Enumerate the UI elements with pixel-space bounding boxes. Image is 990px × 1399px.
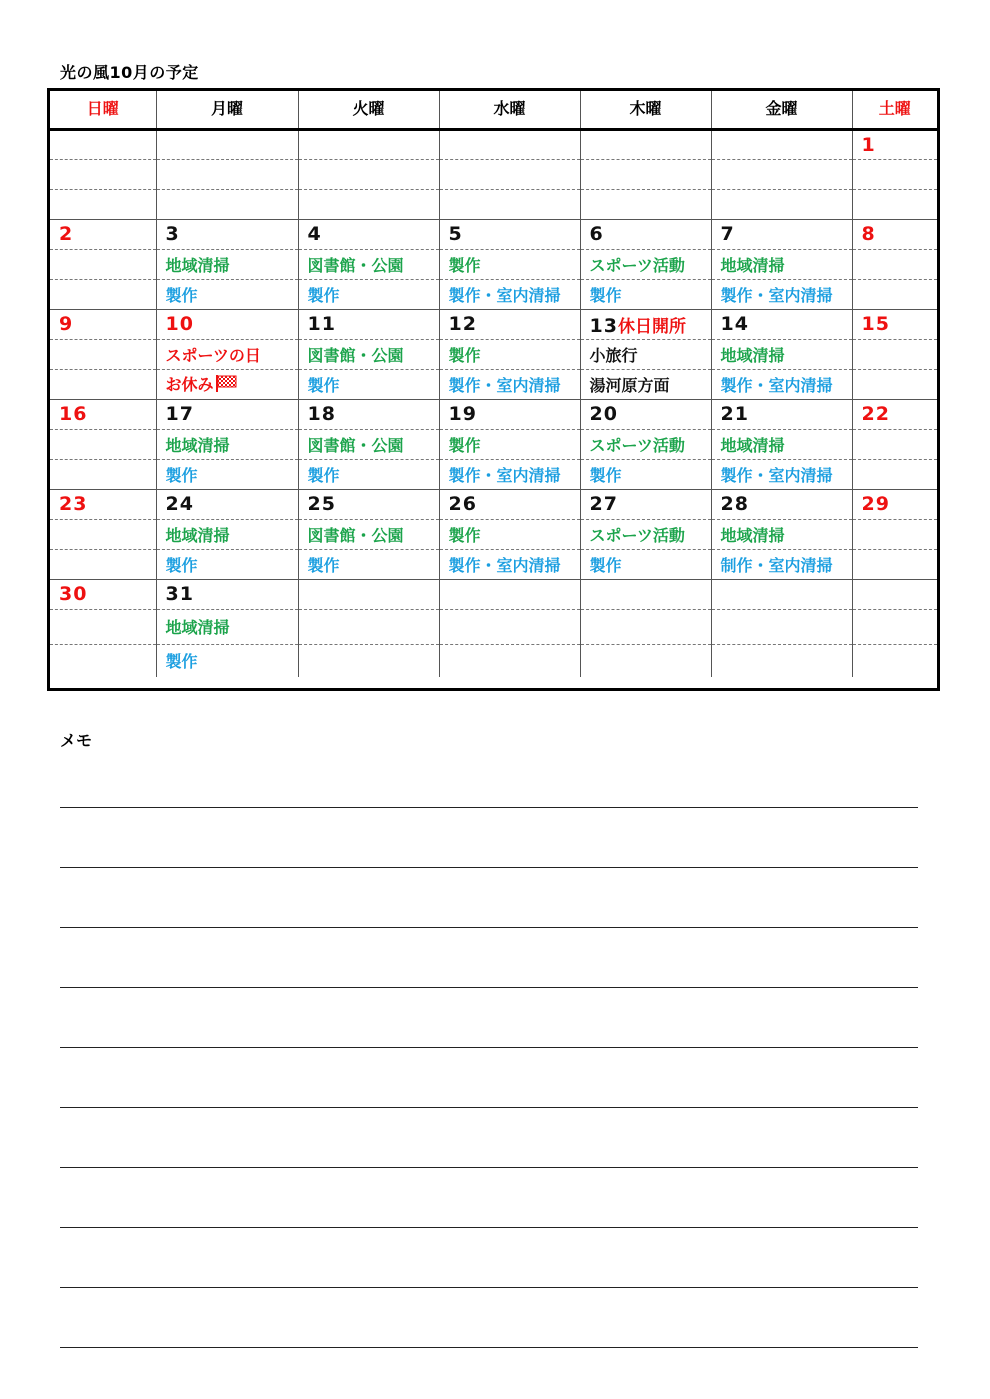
day-cell-event (580, 644, 711, 677)
day-cell-date (50, 309, 156, 339)
event-primary: 製作 (448, 525, 481, 545)
day-cell-event (50, 519, 156, 549)
date-number: 18 (307, 403, 336, 425)
day-cell-event (439, 279, 580, 309)
day-cell-date (156, 309, 298, 339)
event-primary: 地域清掃 (720, 525, 785, 545)
date-number: 25 (307, 493, 336, 515)
day-cell-event (711, 249, 852, 279)
day-cell-event (852, 549, 937, 579)
weekday-monday: 月曜 (156, 91, 298, 129)
week-date-row (50, 129, 937, 159)
event-secondary: 製作・室内清掃 (448, 465, 561, 485)
day-cell-event (439, 159, 580, 189)
day-cell-event (711, 159, 852, 189)
memo-ruled-line (60, 987, 918, 988)
day-cell-event (156, 459, 298, 489)
memo-ruled-line (60, 807, 918, 808)
week-event-row (50, 429, 937, 459)
day-cell-event (580, 159, 711, 189)
event-secondary: 製作 (165, 285, 198, 305)
day-cell-event (50, 189, 156, 219)
day-cell-event (50, 369, 156, 399)
event-primary: 地域清掃 (165, 618, 230, 637)
day-cell-date (580, 489, 711, 519)
day-cell-date (580, 309, 711, 339)
day-cell-event (50, 549, 156, 579)
event-secondary: 製作・室内清掃 (720, 375, 833, 395)
day-cell-event (439, 519, 580, 549)
day-cell-event (852, 339, 937, 369)
event-primary: 図書館・公園 (307, 255, 404, 275)
event-secondary: 製作 (165, 652, 198, 672)
day-cell-date (711, 489, 852, 519)
date-number: 4 (307, 223, 322, 245)
day-cell-event (298, 549, 439, 579)
day-cell-event (711, 279, 852, 309)
day-cell-event (439, 339, 580, 369)
week-date-row (50, 219, 937, 249)
day-cell-event (711, 644, 852, 677)
event-secondary: 製作・室内清掃 (448, 375, 561, 395)
memo-ruled-line (60, 1107, 918, 1108)
day-cell-date (156, 219, 298, 249)
day-cell-event (50, 249, 156, 279)
day-cell-date (711, 579, 852, 609)
day-cell-date (50, 129, 156, 159)
day-cell-event (50, 609, 156, 644)
date-number: 3 (165, 223, 180, 245)
event-secondary: 製作 (307, 285, 340, 305)
day-cell-event (298, 249, 439, 279)
event-secondary: 製作・室内清掃 (448, 285, 561, 305)
day-cell-date (439, 129, 580, 159)
week-event-row (50, 279, 937, 309)
date-number: 2 (59, 223, 74, 245)
week-date-row (50, 309, 937, 339)
date-number: 8 (861, 223, 876, 245)
day-cell-date (852, 309, 937, 339)
day-cell-date (852, 489, 937, 519)
date-number: 15 (861, 313, 890, 335)
day-cell-event (298, 429, 439, 459)
day-cell-event (298, 339, 439, 369)
day-cell-event (50, 339, 156, 369)
week-event-row (50, 549, 937, 579)
week-event-row (50, 369, 937, 399)
day-cell-event (580, 549, 711, 579)
week-event-row (50, 609, 937, 644)
day-cell-event (852, 159, 937, 189)
day-cell-event (852, 519, 937, 549)
date-number: 5 (448, 223, 463, 245)
day-cell-event (298, 159, 439, 189)
event-primary: 製作 (448, 435, 481, 455)
event-secondary: 製作・室内清掃 (448, 555, 561, 575)
day-cell-event (852, 369, 937, 399)
memo-ruled-line (60, 1167, 918, 1168)
day-cell-date (852, 579, 937, 609)
event-primary: 地域清掃 (720, 345, 785, 365)
date-number: 14 (720, 313, 749, 335)
day-cell-event (156, 279, 298, 309)
date-number: 9 (59, 313, 74, 335)
day-cell-date (50, 489, 156, 519)
day-cell-event (580, 369, 711, 399)
day-cell-event (439, 189, 580, 219)
day-cell-date (298, 129, 439, 159)
day-cell-date (711, 309, 852, 339)
date-number: 26 (448, 493, 477, 515)
day-cell-event (711, 369, 852, 399)
event-secondary: 製作 (307, 555, 340, 575)
day-cell-date (298, 219, 439, 249)
day-cell-date (298, 399, 439, 429)
date-number: 31 (165, 583, 194, 605)
date-number: 21 (720, 403, 749, 425)
day-cell-date (439, 399, 580, 429)
day-cell-event (439, 249, 580, 279)
event-secondary: 製作 (165, 465, 198, 485)
day-cell-event (298, 609, 439, 644)
week-event-row (50, 339, 937, 369)
event-primary: 地域清掃 (720, 435, 785, 455)
week-event-row (50, 519, 937, 549)
event-primary: 製作 (448, 345, 481, 365)
day-cell-event (439, 459, 580, 489)
event-secondary: 製作・室内清掃 (720, 465, 833, 485)
day-cell-date (580, 219, 711, 249)
day-cell-event (711, 429, 852, 459)
calendar-grid (50, 91, 937, 677)
memo-ruled-line (60, 1227, 918, 1228)
week-event-row (50, 459, 937, 489)
day-cell-event (852, 609, 937, 644)
date-number: 30 (59, 583, 88, 605)
event-secondary: 湯河原方面 (589, 375, 670, 395)
event-secondary: お休み (165, 375, 214, 394)
day-cell-date (852, 129, 937, 159)
day-cell-event (711, 339, 852, 369)
week-date-row (50, 579, 937, 609)
day-cell-event (50, 644, 156, 677)
date-note: 休日開所 (617, 316, 686, 337)
day-cell-event (852, 249, 937, 279)
day-cell-event (439, 429, 580, 459)
event-primary: 製作 (448, 255, 481, 275)
event-primary: 地域清掃 (165, 435, 230, 455)
event-secondary: 製作 (589, 465, 622, 485)
day-cell-event (156, 249, 298, 279)
date-number: 19 (448, 403, 477, 425)
day-cell-date (156, 489, 298, 519)
event-secondary: 制作・室内清掃 (720, 555, 833, 575)
day-cell-event (156, 339, 298, 369)
day-cell-event (580, 429, 711, 459)
week-date-row (50, 489, 937, 519)
day-cell-date (852, 399, 937, 429)
day-cell-event (156, 369, 298, 399)
day-cell-event (298, 519, 439, 549)
memo-label: メモ (60, 731, 93, 750)
day-cell-event (711, 459, 852, 489)
memo-ruled-line (60, 1287, 918, 1288)
date-number: 29 (861, 493, 890, 515)
date-number: 17 (165, 403, 194, 425)
day-cell-event (298, 369, 439, 399)
event-secondary: 製作 (589, 285, 622, 305)
event-primary: 地域清掃 (165, 525, 230, 545)
weekday-header-row (50, 91, 937, 129)
day-cell-event (50, 279, 156, 309)
day-cell-event (580, 459, 711, 489)
day-cell-event (852, 644, 937, 677)
day-cell-event (156, 549, 298, 579)
event-primary: スポーツ活動 (589, 525, 685, 545)
day-cell-event (156, 189, 298, 219)
event-secondary: 製作・室内清掃 (720, 285, 833, 305)
event-primary: 地域清掃 (165, 255, 230, 275)
day-cell-event (439, 609, 580, 644)
day-cell-date (156, 579, 298, 609)
event-primary: 地域清掃 (720, 255, 785, 275)
date-number: 11 (307, 313, 336, 335)
day-cell-event (711, 609, 852, 644)
day-cell-date (439, 579, 580, 609)
event-primary: 図書館・公園 (307, 525, 404, 545)
weekday-thursday: 木曜 (580, 91, 711, 129)
day-cell-date (580, 399, 711, 429)
day-cell-date (298, 309, 439, 339)
week-event-row (50, 249, 937, 279)
day-cell-event (580, 279, 711, 309)
date-number: 28 (720, 493, 749, 515)
checkered-flag-icon (215, 374, 237, 396)
weekday-sunday: 日曜 (50, 91, 156, 129)
day-cell-date (156, 399, 298, 429)
event-primary: スポーツ活動 (589, 435, 685, 455)
monthly-calendar (47, 88, 940, 691)
day-cell-event (711, 519, 852, 549)
day-cell-event (580, 189, 711, 219)
day-cell-event (852, 189, 937, 219)
day-cell-event (580, 519, 711, 549)
memo-ruled-line (60, 1347, 918, 1348)
memo-ruled-line (60, 867, 918, 868)
date-number: 13 (589, 314, 618, 337)
day-cell-date (156, 129, 298, 159)
day-cell-date (439, 309, 580, 339)
day-cell-date (439, 489, 580, 519)
day-cell-date (580, 129, 711, 159)
day-cell-date (711, 399, 852, 429)
memo-ruled-line (60, 927, 918, 928)
day-cell-event (298, 189, 439, 219)
week-event-row (50, 644, 937, 677)
event-primary: スポーツ活動 (589, 255, 685, 275)
day-cell-date (580, 579, 711, 609)
day-cell-date (298, 489, 439, 519)
date-number: 6 (589, 223, 604, 245)
event-primary: スポーツの日 (165, 345, 261, 365)
memo-ruled-line (60, 1047, 918, 1048)
event-secondary: 製作 (165, 555, 198, 575)
week-event-row (50, 159, 937, 189)
day-cell-event (439, 644, 580, 677)
day-cell-date (711, 219, 852, 249)
day-cell-event (852, 459, 937, 489)
date-number: 12 (448, 313, 477, 335)
event-primary: 小旅行 (589, 345, 638, 365)
week-date-row (50, 399, 937, 429)
day-cell-event (156, 429, 298, 459)
weekday-wednesday: 水曜 (439, 91, 580, 129)
weekday-saturday: 土曜 (852, 91, 937, 129)
weekday-tuesday: 火曜 (298, 91, 439, 129)
day-cell-event (156, 159, 298, 189)
day-cell-event (711, 549, 852, 579)
day-cell-event (50, 159, 156, 189)
day-cell-event (580, 339, 711, 369)
day-cell-event (439, 549, 580, 579)
day-cell-event (580, 609, 711, 644)
day-cell-event (711, 189, 852, 219)
day-cell-date (439, 219, 580, 249)
day-cell-event (852, 279, 937, 309)
date-number: 7 (720, 223, 735, 245)
day-cell-event (156, 519, 298, 549)
date-number: 24 (165, 493, 194, 515)
day-cell-event (580, 249, 711, 279)
day-cell-event (50, 429, 156, 459)
day-cell-date (298, 579, 439, 609)
weekday-friday: 金曜 (711, 91, 852, 129)
day-cell-date (852, 219, 937, 249)
day-cell-event (50, 459, 156, 489)
date-number: 23 (59, 493, 88, 515)
day-cell-event (439, 369, 580, 399)
event-primary: 図書館・公園 (307, 435, 404, 455)
day-cell-date (711, 129, 852, 159)
date-number: 1 (861, 133, 876, 156)
date-number: 27 (589, 493, 618, 515)
day-cell-date (50, 579, 156, 609)
event-primary: 図書館・公園 (307, 345, 404, 365)
page-title: 光の風10月の予定 (60, 63, 199, 82)
day-cell-event (156, 609, 298, 644)
date-number: 22 (861, 403, 890, 425)
day-cell-event (298, 644, 439, 677)
day-cell-date (50, 219, 156, 249)
day-cell-event (852, 429, 937, 459)
day-cell-event (298, 459, 439, 489)
date-number: 10 (165, 313, 194, 335)
date-number: 16 (59, 403, 88, 425)
day-cell-event (298, 279, 439, 309)
event-secondary: 製作 (589, 555, 622, 575)
day-cell-event (156, 644, 298, 677)
week-event-row (50, 189, 937, 219)
day-cell-date (50, 399, 156, 429)
event-secondary: 製作 (307, 375, 340, 395)
event-secondary: 製作 (307, 465, 340, 485)
date-number: 20 (589, 403, 618, 425)
